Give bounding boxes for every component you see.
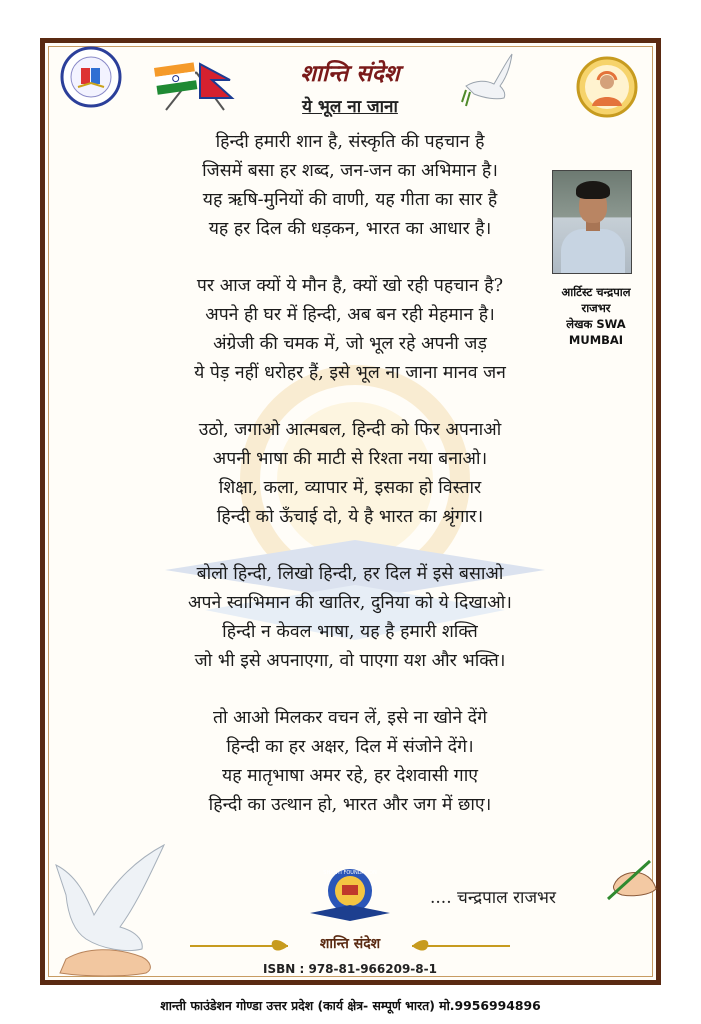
poem-line: जो भी इसे अपनाएगा, वो पाएगा यश और भक्ति।	[194, 651, 506, 671]
brand-name: शान्ति संदेश	[319, 936, 381, 952]
page-title: शान्ति संदेश	[300, 60, 400, 87]
poem-line: हिन्दी न केवल भाषा, यह है हमारी शक्ति	[222, 622, 478, 642]
hand-writing-pen-icon	[604, 855, 660, 903]
poem-line: उठो, जगाओ आत्मबल, हिन्दी को फिर अपनाओ	[198, 420, 502, 440]
india-nepal-flags-icon	[152, 58, 238, 114]
portrait-medallion-icon	[576, 56, 638, 118]
author-caption-line: आर्टिस्ट चन्द्रपाल	[561, 285, 631, 299]
poem-line: हिन्दी को ऊँचाई दो, ये है भारत का श्रृंगार।	[216, 507, 484, 527]
poem-line: अपने ही घर में हिन्दी, अब बन रही मेहमान है।	[205, 305, 495, 325]
foundation-logo-text: SHANTI FOUNDATION	[323, 870, 377, 876]
poem-stanza	[120, 704, 580, 820]
isbn-text: ISBN : 978-81-966209-8-1	[263, 962, 437, 976]
poem-line: बोलो हिन्दी, लिखो हिन्दी, हर दिल में इसे बसाओ	[196, 564, 504, 584]
poem-line: अपने स्वाभिमान की खातिर, दुनिया को ये दिखाओ।	[188, 593, 512, 613]
innovative-teachers-group-logo-icon	[60, 46, 122, 108]
author-caption-line: राजभर	[581, 301, 611, 315]
author-caption-line: MUMBAI	[568, 333, 624, 347]
poem-line: हिन्दी का उत्थान हो, भारत और जग में छाए।	[208, 795, 492, 815]
poem-stanza	[120, 272, 580, 388]
poem-line: ये पेड़ नहीं धरोहर हैं, इसे भूल ना जाना मानव जन	[194, 363, 506, 383]
poem-line: शिक्षा, कला, व्यापार में, इसका हो विस्तार	[218, 478, 482, 498]
shanti-foundation-logo-icon	[302, 865, 398, 929]
poem-line: यह ऋषि-मुनियों की वाणी, यह गीता का सार है	[202, 190, 498, 210]
poem-line: हिन्दी हमारी शान है, संस्कृति की पहचान है	[215, 132, 485, 152]
footer-contact: शान्ती फाउंडेशन गोण्डा उत्तर प्रदेश (कार्य क्षेत्र- सम्पूर्ण भारत) मो.9956994896	[160, 998, 541, 1013]
dove-and-hand-icon	[46, 835, 176, 985]
poem-line: अपनी भाषा की माटी से रिश्ता नया बनाओ।	[212, 449, 488, 469]
author-caption-line: लेखक SWA	[566, 317, 626, 331]
poem-line: जिसमें बसा हर शब्द, जन-जन का अभिमान है।	[202, 161, 498, 181]
poem-line: यह हर दिल की धड़कन, भारत का आधार है।	[208, 219, 492, 239]
poem-line: हिन्दी का हर अक्षर, दिल में संजोने देंगे।	[226, 737, 474, 757]
poet-signature: .... चन्द्रपाल राजभर	[430, 888, 556, 908]
dove-with-olive-branch-icon	[460, 50, 516, 110]
poem-stanza	[120, 128, 580, 244]
poem-body	[120, 128, 580, 848]
poem-title: ये भूल ना जाना	[302, 97, 398, 117]
poem-line: यह मातृभाषा अमर रहे, हर देशवासी गाए	[222, 766, 478, 786]
poem-stanza	[120, 416, 580, 532]
poem-line: पर आज क्यों ये मौन है, क्यों खो रही पहचान है?	[196, 276, 504, 296]
poem-line: तो आओ मिलकर वचन लें, इसे ना खोने देंगे	[212, 708, 488, 728]
poem-line: अंग्रेजी की चमक में, जो भूल रहे अपनी जड़	[213, 334, 487, 354]
poem-stanza	[120, 560, 580, 676]
